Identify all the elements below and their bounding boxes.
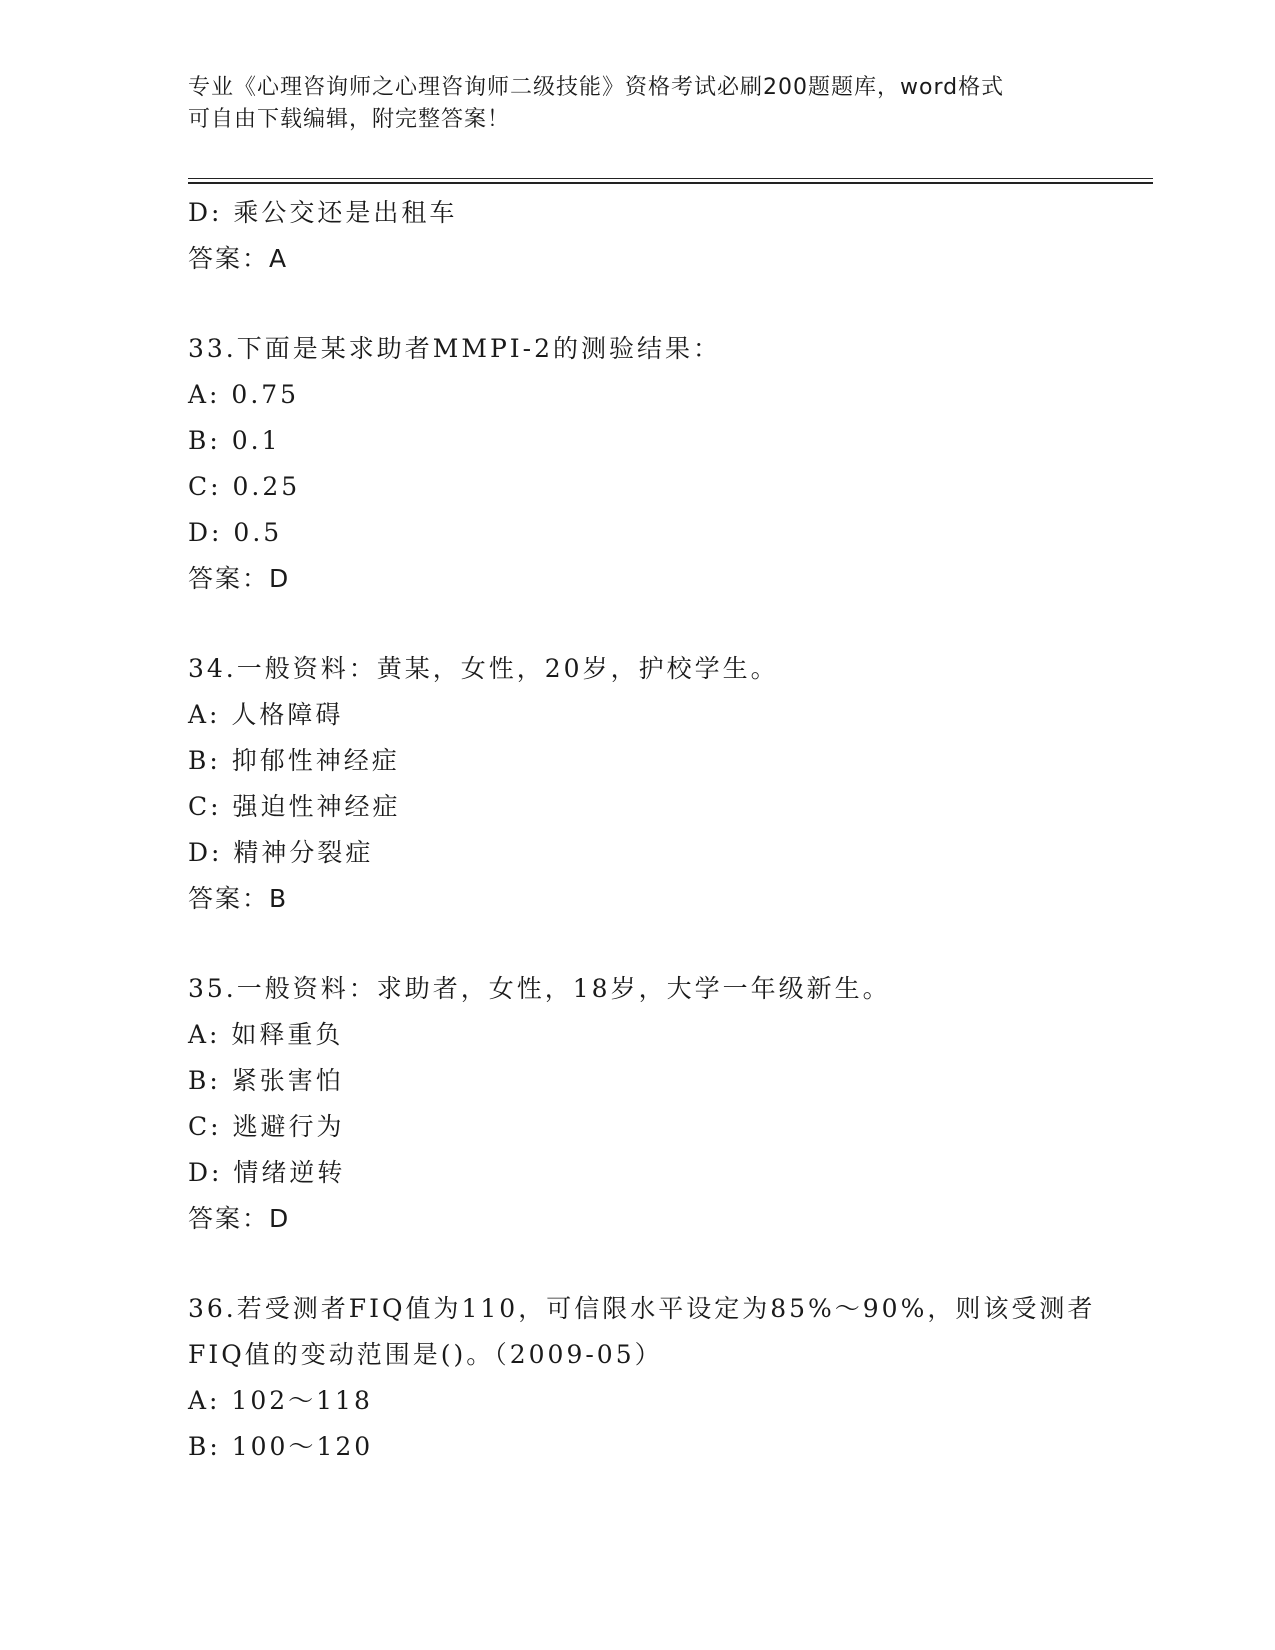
question-list [188,190,1148,1470]
question-33-option-d: D: 0.5 [188,518,283,547]
spacer [188,1242,1148,1286]
question-35-option-d: D: 情绪逆转 [188,1158,346,1187]
header-title-line-1: 专业《心理咨询师之心理咨询师二级技能》资格考试必刷200题题库，word格式 [188,75,1005,100]
header-divider-thin [188,178,1153,179]
document-header [188,72,1068,136]
question-33-answer: 答案：D [188,564,291,593]
question-33-option-c: C: 0.25 [188,472,301,501]
question-34-option-a: A: 人格障碍 [188,700,344,729]
previous-answer: 答案：A [188,244,289,273]
question-35-stem: 35.一般资料：求助者，女性，18岁，大学一年级新生。 [188,974,891,1003]
question-36-stem-line-1: 36.若受测者FIQ值为110，可信限水平设定为85%～90%，则该受测者 [188,1294,1096,1323]
question-33 [188,326,1148,602]
question-35-option-c: C: 逃避行为 [188,1112,345,1141]
question-34-stem: 34.一般资料：黄某，女性，20岁，护校学生。 [188,654,779,683]
question-34 [188,646,1148,922]
spacer [188,282,1148,326]
spacer [188,922,1148,966]
question-35 [188,966,1148,1242]
question-36 [188,1286,1148,1470]
question-34-option-d: D: 精神分裂症 [188,838,374,867]
question-34-option-b: B: 抑郁性神经症 [188,746,400,775]
question-35-answer: 答案：D [188,1204,291,1233]
spacer [188,602,1148,646]
question-33-option-b: B: 0.1 [188,426,281,455]
question-33-option-a: A: 0.75 [188,380,300,409]
question-36-stem-line-2: FIQ值的变动范围是()。（2009-05） [188,1340,663,1369]
question-35-option-a: A: 如释重负 [188,1020,344,1049]
question-34-answer: 答案：B [188,884,289,913]
header-divider-thick [188,182,1153,184]
question-36-option-b: B: 100～120 [188,1432,374,1461]
header-title-line-2: 可自由下载编辑，附完整答案！ [188,107,511,132]
previous-option-d: D: 乘公交还是出租车 [188,198,458,227]
question-35-option-b: B: 紧张害怕 [188,1066,344,1095]
question-36-option-a: A: 102～118 [188,1386,373,1415]
question-34-option-c: C: 强迫性神经症 [188,792,401,821]
question-33-stem: 33.下面是某求助者MMPI-2的测验结果： [188,334,722,363]
